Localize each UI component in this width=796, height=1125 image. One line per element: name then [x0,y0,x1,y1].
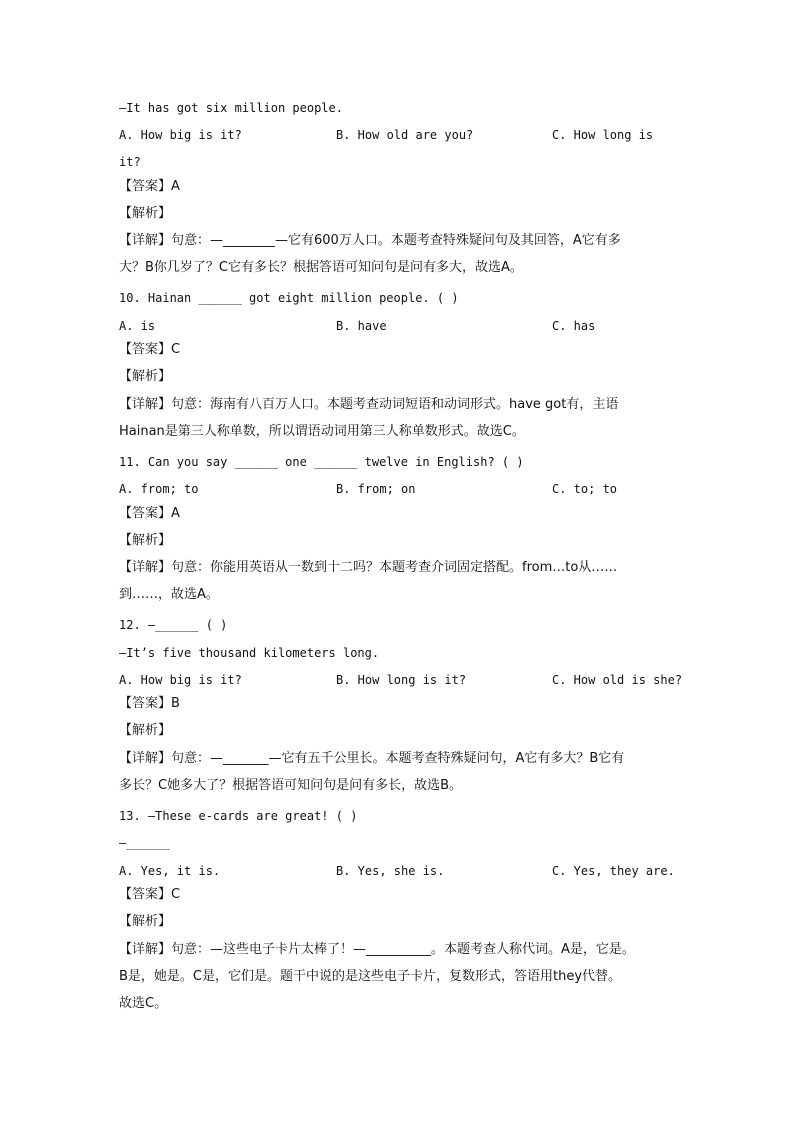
q12-detail-line-1: 【详解】句意：—_______—它有五千公里长。本题考查特殊疑问句，A它有多大？B它有 [119,751,625,766]
q12-answer: 【答案】B [119,696,180,711]
q11-question: 11. Can you say ______ one ______ twelve in English? ( ) [119,455,524,469]
q11-analysis-heading: 【解析】 [119,533,172,548]
q10-detail-line-1: 【详解】句意：海南有八百万人口。本题考查动词短语和动词形式。have got有，主语 [119,397,619,412]
q13-detail-line-2: B是，她是。C是，它们是。题干中说的是这些电子卡片，复数形式，答语用they代替。 [119,969,622,984]
q13-analysis-heading: 【解析】 [119,914,172,929]
q9-analysis-heading: 【解析】 [119,206,172,221]
q13-question: 13. —These e-cards are great! ( ) [119,809,358,823]
q13-option-b: B. Yes, she is. [336,864,445,878]
q12-question: 12. —______ ( ) [119,618,228,632]
q12-option-a: A. How big is it? [119,673,242,687]
q11-answer: 【答案】A [119,506,180,521]
q12-detail-line-2: 多长？C她多大了？根据答语可知问句是问有多长，故选B。 [119,778,462,793]
q9-detail-line-2: 大？B你几岁了？C它有多长？根据答语可知问句是问有多大，故选A。 [119,260,523,275]
q13-detail-line-3: 故选C。 [119,996,168,1011]
q11-option-b: B. from; on [336,482,416,496]
q11-detail-line-2: 到……，故选A。 [119,587,219,602]
q10-option-b: B. have [336,319,387,333]
q10-analysis-heading: 【解析】 [119,369,172,384]
q11-option-c: C. to; to [552,482,618,496]
q13-detail-line-1: 【详解】句意：—这些电子卡片太棒了！—__________。本题考查人称代词。A是，它是。 [119,942,635,957]
q9-option-c-continued: it? [119,155,141,169]
q11-detail-line-1: 【详解】句意：你能用英语从一数到十二吗？本题考查介词固定搭配。from…to从…… [119,560,618,575]
q9-option-a: A. How big is it? [119,128,242,142]
q11-option-a: A. from; to [119,482,199,496]
q10-detail-line-2: Hainan是第三人称单数，所以谓语动词用第三人称单数形式。故选C。 [119,424,525,439]
q10-option-a: A. is [119,319,156,333]
q10-option-c: C. has [552,319,596,333]
q12-answer-line: —It’s five thousand kilometers long. [119,646,380,660]
q9-option-b: B. How old are you? [336,128,474,142]
q10-question: 10. Hainan ______ got eight million people. ( ) [119,291,459,305]
q9-detail-line-1: 【详解】句意：—________—它有600万人口。本题考查特殊疑问句及其回答，A它有多 [119,233,621,248]
q12-option-c: C. How old is she? [552,673,683,687]
q13-answer: 【答案】C [119,887,181,902]
q9-answer: 【答案】A [119,179,180,194]
q12-analysis-heading: 【解析】 [119,723,172,738]
q12-option-b: B. How long is it? [336,673,467,687]
q13-option-c: C. Yes, they are. [552,864,675,878]
q9-answer-line: —It has got six million people. [119,101,343,115]
q10-answer: 【答案】C [119,342,181,357]
q13-answer-blank: —______ [119,836,170,850]
q13-option-a: A. Yes, it is. [119,864,221,878]
q9-option-c: C. How long is [552,128,654,142]
